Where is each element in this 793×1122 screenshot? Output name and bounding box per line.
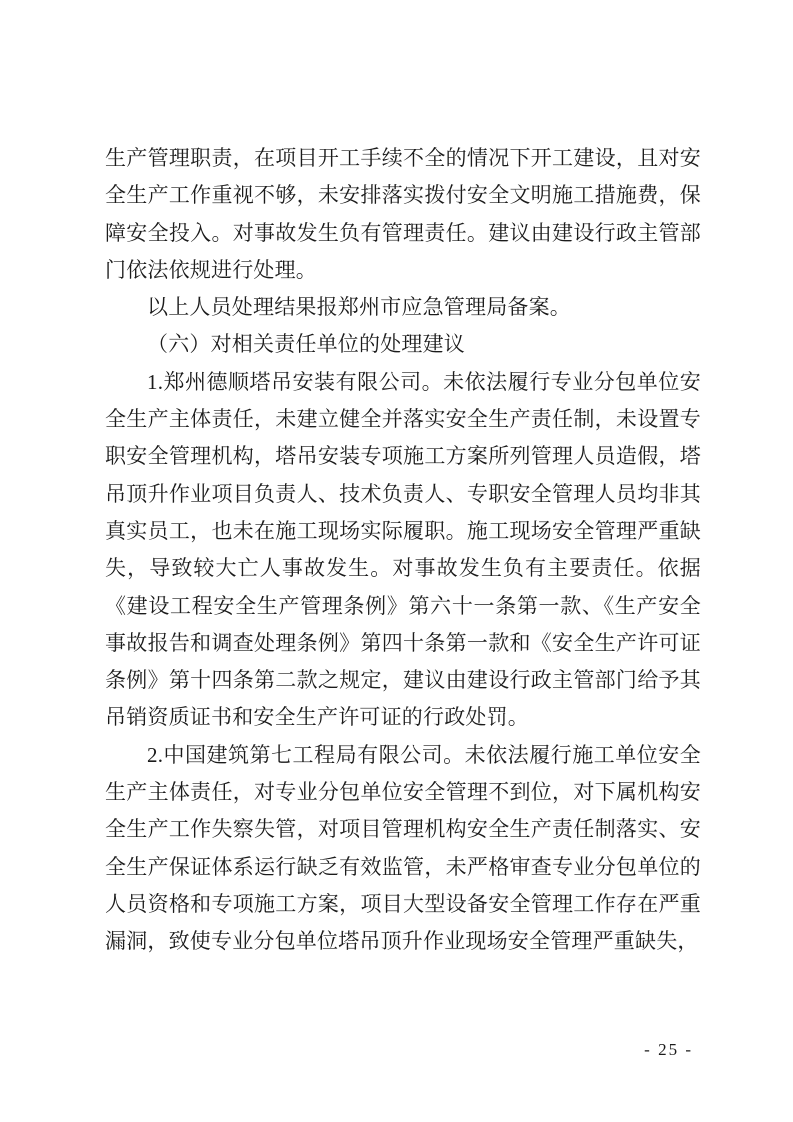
paragraph-company-1: 1.郑州德顺塔吊安装有限公司。未依法履行专业分包单位安全生产主体责任，未建立健全并落实安全生产责任制，未设置专职安全管理机构，塔吊安装专项施工方案所列管理人员造假，塔吊顶升作业项目负责人、技术负责人、专职安全管理人员均非其真实员工，也未在施工现场实际履职。施工现场安全管理严重缺失，导致较大亡人事故发生。对事故发生负有主要责任。依据《建设工程安全生产管理条例》第六十一条第一款、《生产安全事故报告和调查处理条例》第四十条第一款和《安全生产许可证条例》第十四条第二款之规定，建议由建设行政主管部门给予其吊销资质证书和安全生产许可证的行政处罚。	[105, 369, 701, 730]
paragraph-filing-note: 以上人员处理结果报郑州市应急管理局备案。	[147, 295, 571, 320]
paragraph-company-2: 2.中国建筑第七工程局有限公司。未依法履行施工单位安全生产主体责任，对专业分包单位安全管理不到位，对下属机构安全生产工作失察失管，对项目管理机构安全生产责任制落实、安全生产保证体系运行缺乏有效监管，未严格审查专业分包单位的人员资格和专项施工方案，项目大型设备安全管理工作存在严重漏洞，致使专业分包单位塔吊顶升作业现场安全管理严重缺失，	[105, 742, 701, 954]
paragraph-continuation: 生产管理职责，在项目开工手续不全的情况下开工建设，且对安全生产工作重视不够，未安排落实拨付安全文明施工措施费，保障安全投入。对事故发生负有管理责任。建议由建设行政主管部门依法依规进行处理。	[105, 146, 701, 282]
document-body	[105, 140, 701, 961]
page-number: - 25 -	[644, 1040, 693, 1059]
section-heading: （六）对相关责任单位的处理建议	[147, 332, 465, 357]
